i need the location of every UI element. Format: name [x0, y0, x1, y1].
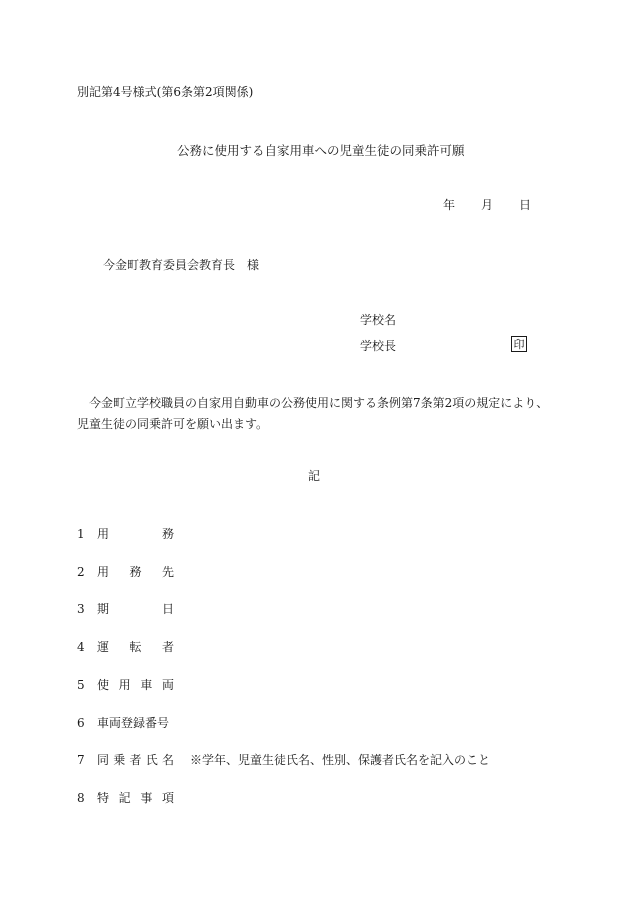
item-row-3	[77, 601, 190, 617]
date-year-label: 年	[443, 198, 456, 212]
item-number: 3	[77, 602, 85, 616]
item-row-5	[77, 677, 190, 693]
item-label: 使 用 車 両	[97, 678, 174, 692]
item-number: 7	[77, 753, 85, 767]
item-label: 期 日	[97, 602, 174, 616]
item-label: 運 転 者	[97, 640, 174, 654]
addressee-name: 今金町教育委員会教育長	[103, 258, 236, 272]
item-label: 用 務 先	[97, 565, 174, 579]
seal-mark: 印	[511, 336, 527, 352]
date-line	[443, 197, 531, 213]
addressee	[103, 257, 259, 273]
item-number: 5	[77, 678, 85, 692]
addressee-honorific: 様	[247, 258, 260, 272]
item-number: 6	[77, 716, 85, 730]
item-row-8	[77, 790, 190, 806]
item-row-1	[77, 526, 190, 542]
item-row-4	[77, 639, 190, 655]
item-label: 特 記 事 項	[97, 791, 174, 805]
item-number: 4	[77, 640, 85, 654]
item-note: ※学年、児童生徒氏名、性別、保護者氏名を記入のこと	[190, 753, 491, 767]
request-body-text: 今金町立学校職員の自家用自動車の公務使用に関する条例第7条第2項の規定により、児童生徒の同乗許可を願い出ます。	[77, 396, 549, 431]
form-reference: 別記第4号様式(第6条第2項関係)	[77, 85, 254, 99]
item-row-6	[77, 715, 190, 731]
document-title: 公務に使用する自家用車への児童生徒の同乗許可願	[177, 143, 465, 158]
ki-heading: 記	[308, 469, 321, 483]
date-month-label: 月	[481, 198, 494, 212]
item-number: 1	[77, 527, 85, 541]
date-day-label: 日	[519, 198, 532, 212]
item-row-2	[77, 564, 190, 580]
item-number: 2	[77, 565, 85, 579]
principal-label: 学校長	[360, 339, 397, 353]
item-row-7	[77, 752, 490, 768]
item-label: 用 務	[97, 527, 174, 541]
item-label: 車両登録番号	[97, 716, 170, 730]
school-name-label: 学校名	[360, 313, 397, 327]
item-label: 同 乗 者 氏 名	[97, 753, 174, 767]
item-number: 8	[77, 791, 85, 805]
